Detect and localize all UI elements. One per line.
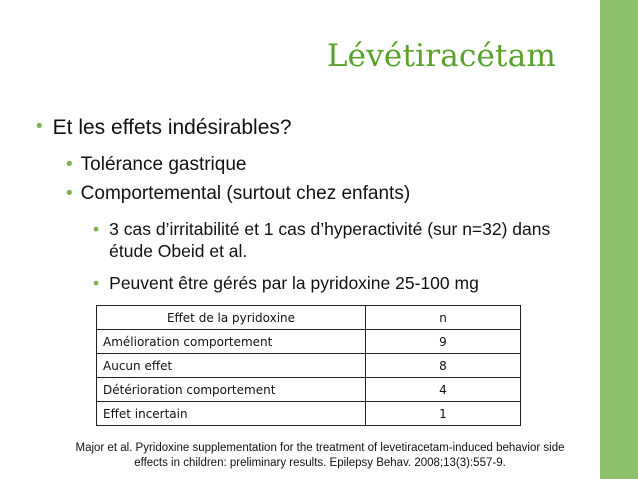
table-cell: Amélioration comportement: [97, 330, 366, 354]
bullet-dot-icon: •: [66, 183, 73, 204]
bullet-dot-icon: •: [93, 219, 100, 239]
bullet-dot-icon: •: [36, 116, 43, 137]
reference-line: effects in children: preliminary results. Epilepsy Behav. 2008;13(3):557-9.: [134, 457, 506, 469]
table-row: [97, 402, 521, 426]
bullet-level2: [66, 183, 410, 205]
table-cell: 1: [366, 402, 521, 426]
table-cell: 4: [366, 378, 521, 402]
bullet-text: Et les effets indésirables?: [52, 116, 292, 139]
bullet-level2: [66, 154, 246, 176]
table-cell: 9: [366, 330, 521, 354]
pyridoxine-effect-table: [96, 305, 521, 426]
table-header-cell: n: [366, 306, 521, 330]
table-cell: Détérioration comportement: [97, 378, 366, 402]
table-header-row: [97, 306, 521, 330]
bullet-text: Comportemental (surtout chez enfants): [80, 183, 411, 204]
table-row: [97, 354, 521, 378]
table-cell: 8: [366, 354, 521, 378]
bullet-dot-icon: •: [93, 273, 100, 293]
table-cell: Aucun effet: [97, 354, 366, 378]
table-header-cell: Effet de la pyridoxine: [97, 306, 366, 330]
bullet-text: Peuvent être gérés par la pyridoxine 25-100 mg: [109, 273, 479, 293]
slide-title: Lévétiracétam: [326, 38, 556, 74]
bullet-dot-icon: •: [66, 154, 73, 175]
table-row: [97, 330, 521, 354]
reference-line: Major et al. Pyridoxine supplementation for the treatment of levetiracetam-induced behavior side: [75, 442, 565, 454]
table-row: [97, 378, 521, 402]
decorative-side-band: [597, 0, 638, 479]
bullet-level3: [93, 272, 479, 294]
table-cell: Effet incertain: [97, 402, 366, 426]
bullet-level1: [36, 116, 292, 140]
bullet-text: Tolérance gastrique: [80, 154, 247, 175]
reference-citation: [44, 441, 596, 471]
bullet-text: 3 cas d’irritabilité et 1 cas d’hyperactivité (sur n=32) dans étude Obeid et al.: [109, 219, 551, 261]
bullet-level3: [93, 218, 563, 262]
